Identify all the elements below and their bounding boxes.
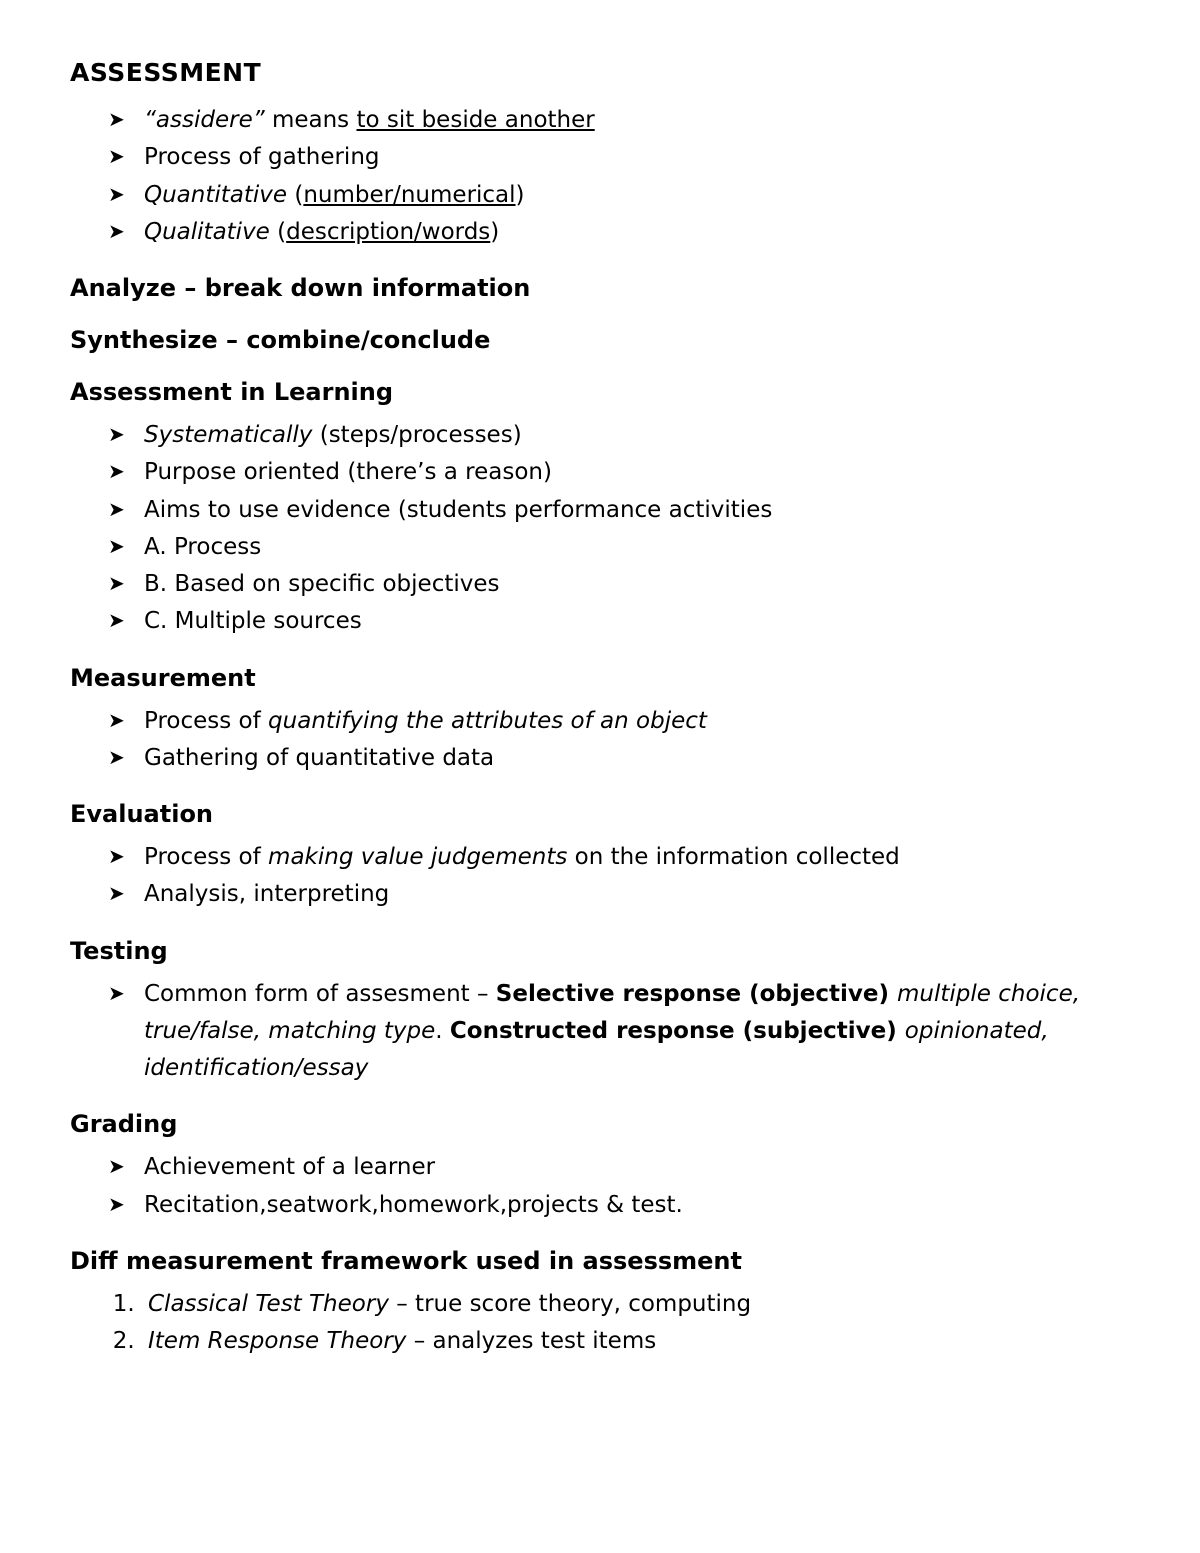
text-run: Synthesize: [70, 326, 218, 354]
page-title: ASSESSMENT: [70, 58, 262, 87]
section-heading: [70, 663, 1130, 693]
section-measurement: [70, 663, 1130, 778]
section-heading: [70, 1109, 1130, 1139]
section-testing: [70, 936, 1130, 1088]
text-run: Grading: [70, 1110, 178, 1139]
list-item: [108, 177, 1130, 214]
text-run: Systematically: [144, 422, 313, 448]
text-run: Common form of assesment –: [144, 980, 496, 1007]
section-heading: [70, 1246, 1130, 1276]
list-item: [142, 1286, 1130, 1323]
text-run: C. Multiple sources: [144, 608, 362, 635]
list-item: [108, 529, 1130, 566]
text-run: – true score theory, computing: [388, 1290, 752, 1317]
section-evaluation: [70, 799, 1130, 914]
section-assessment-in-learning: [70, 377, 1130, 641]
text-run: Constructed response (subjective): [449, 1017, 905, 1044]
text-run: number/numerical: [303, 181, 516, 208]
text-run: Evaluation: [70, 800, 214, 828]
list-item: [108, 839, 1130, 876]
text-run: ): [515, 181, 525, 208]
section-heading: [70, 325, 1130, 355]
text-run: Selective response (objective): [495, 980, 898, 1007]
section-synthesize: [70, 325, 1130, 355]
text-run: Process of gathering: [144, 144, 380, 171]
section-measurement-frameworks: [70, 1246, 1130, 1361]
text-run: Assessment in Learning: [70, 378, 394, 406]
text-run: (steps/processes): [312, 422, 522, 448]
text-run: Process of: [144, 844, 269, 870]
text-run: A. Process: [144, 533, 262, 560]
text-run: B. Based on specific objectives: [144, 571, 500, 597]
section-assessment-intro: [70, 102, 1130, 251]
text-run: Purpose oriented (there’s a reason): [144, 459, 552, 486]
list-item: [108, 703, 1130, 740]
text-run: Achievement of a learner: [144, 1154, 436, 1181]
list-item: [108, 1149, 1130, 1186]
list-item: [108, 492, 1130, 529]
text-run: Quantitative: [144, 181, 288, 208]
text-run: “assidere”: [144, 107, 265, 133]
text-run: Aims to use evidence (students performance activities: [144, 496, 773, 523]
text-run: – analyzes test items: [406, 1328, 657, 1354]
text-run: opinionated, identification/essay: [144, 1017, 1049, 1081]
text-run: (: [269, 218, 287, 245]
section-list: [70, 839, 1130, 914]
text-run: Analysis, interpreting: [144, 881, 390, 908]
text-run: ): [490, 218, 500, 245]
text-run: multiple choice, true/false, matching type: [144, 980, 1081, 1044]
text-run: – combine/conclude: [217, 326, 491, 354]
text-run: – break down information: [175, 274, 531, 302]
list-item: [142, 1323, 1130, 1360]
section-grading: [70, 1109, 1130, 1224]
section-list: [70, 703, 1130, 778]
list-item: [108, 417, 1130, 454]
list-item: [108, 876, 1130, 913]
list-item: [108, 740, 1130, 777]
text-run: means: [264, 107, 357, 133]
section-heading: [70, 799, 1130, 829]
document-body: [70, 102, 1130, 1360]
list-item: [108, 603, 1130, 640]
text-run: (: [287, 181, 304, 208]
text-run: Qualitative: [144, 218, 270, 245]
text-run: on the information collected: [567, 844, 900, 870]
section-analyze: [70, 273, 1130, 303]
section-heading: [70, 273, 1130, 303]
text-run: quantifying the attributes of an object: [268, 707, 707, 734]
list-item: [108, 976, 1130, 1088]
list-item: [108, 454, 1130, 491]
list-item: [108, 1187, 1130, 1224]
list-item: [108, 102, 1130, 139]
section-heading: [70, 936, 1130, 966]
text-run: Measurement: [70, 663, 256, 692]
text-run: Process of: [144, 707, 269, 734]
text-run: Testing: [70, 936, 168, 965]
text-run: description/words: [286, 218, 491, 245]
list-item: [108, 139, 1130, 176]
list-item: [108, 214, 1130, 251]
text-run: .: [435, 1017, 450, 1044]
text-run: Item Response Theory: [148, 1328, 407, 1354]
section-heading: [70, 377, 1130, 407]
section-list: [70, 102, 1130, 251]
section-list: [70, 1149, 1130, 1224]
text-run: Gathering of quantitative data: [144, 744, 495, 771]
section-list: [70, 976, 1130, 1088]
list-item: [108, 566, 1130, 603]
section-list: [70, 1286, 1130, 1361]
section-list: [70, 417, 1130, 641]
text-run: Recitation,seatwork,homework,projects & test.: [144, 1191, 683, 1218]
text-run: Classical Test Theory: [148, 1290, 389, 1317]
text-run: Diff measurement framework used in assessment: [70, 1246, 742, 1275]
text-run: Analyze: [70, 274, 176, 302]
text-run: making value judgements: [268, 844, 568, 870]
text-run: to sit beside another: [356, 107, 595, 133]
